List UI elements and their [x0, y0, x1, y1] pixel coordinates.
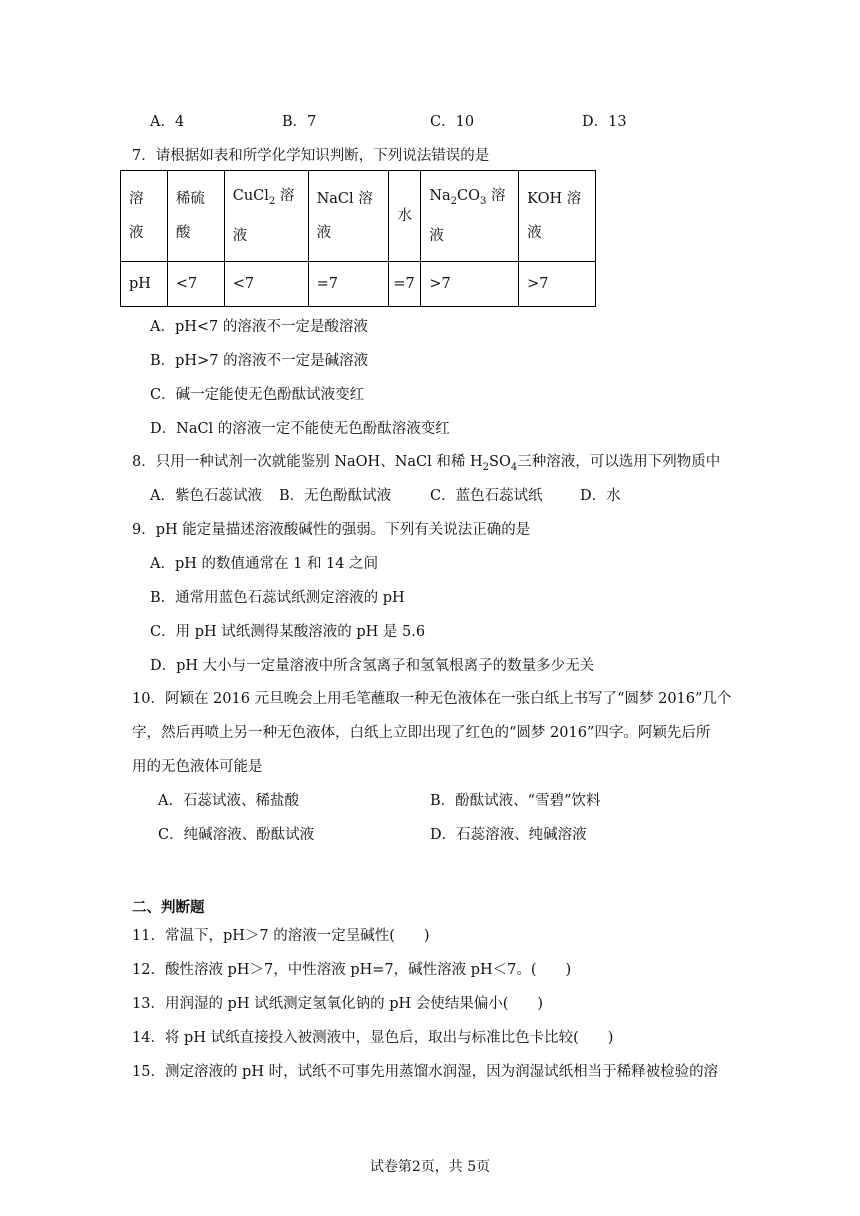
- q9-stem: 9．pH 能定量描述溶液酸碱性的强弱。下列有关说法正确的是: [132, 522, 531, 538]
- q10-option-a: A．石蕊试液、稀盐酸: [158, 793, 299, 809]
- q9-option-d: D．pH 大小与一定量溶液中所含氢离子和氢氧根离子的数量多少无关: [150, 658, 595, 674]
- judge-item: 12．酸性溶液 pH＞7，中性溶液 pH=7，碱性溶液 pH＜7。( ): [132, 962, 572, 978]
- q7-option-a: A．pH<7 的溶液不一定是酸溶液: [150, 319, 368, 335]
- ph-table-cell: >7: [421, 262, 519, 307]
- ph-table-header-cell: 溶 液: [121, 171, 168, 262]
- ph-table-header-cell: CuCl$_2$ 溶 液: [224, 171, 308, 262]
- ph-table-cell: <7: [167, 262, 224, 307]
- q7-stem: 7．请根据如表和所学化学知识判断，下列说法错误的是: [132, 148, 490, 164]
- ph-table-cell: =7: [389, 262, 421, 307]
- ph-table-header-row: [121, 171, 596, 262]
- q6-option-c: C．10: [430, 114, 475, 130]
- q8-stem: 8．只用一种试剂一次就能鉴别 NaOH、NaCl 和稀 $H_2SO_4$三种溶液，可以选用下列物质中: [132, 454, 721, 473]
- q9-option-c: C．用 pH 试纸测得某酸溶液的 pH 是 5.6: [150, 624, 426, 640]
- q10-stem-line: 10．阿颖在 2016 元旦晚会上用毛笔蘸取一种无色液体在一张白纸上书写了“圆梦 2016”几个: [132, 691, 732, 707]
- q10-option-b: B．酚酞试液、“雪碧”饮料: [430, 793, 601, 809]
- judge-item: 13．用润湿的 pH 试纸测定氢氧化钠的 pH 会使结果偏小( ): [132, 996, 544, 1012]
- ph-table-cell: =7: [308, 262, 389, 307]
- ph-table-header-cell: $Na_2CO_3$ 溶 液: [421, 171, 519, 262]
- q8-option-b: B．无色酚酞试液: [279, 488, 392, 504]
- ph-table-header-cell: KOH 溶 液: [519, 171, 596, 262]
- judge-item: 11．常温下，pH＞7 的溶液一定呈碱性( ): [132, 928, 430, 944]
- ph-table: [120, 170, 596, 307]
- ph-table-header-cell: NaCl 溶 液: [308, 171, 389, 262]
- q6-option-d: D．13: [582, 114, 627, 130]
- q7-option-d: D．NaCl 的溶液一定不能使无色酚酞溶液变红: [150, 421, 450, 437]
- ph-table-cell: >7: [519, 262, 596, 307]
- q10-stem-line: 用的无色液体可能是: [132, 759, 263, 775]
- page-footer: 试卷第2页，共 5页: [369, 1159, 491, 1175]
- q9-option-b: B．通常用蓝色石蕊试纸测定溶液的 pH: [150, 590, 405, 606]
- q7-option-c: C．碱一定能使无色酚酞试液变红: [150, 387, 365, 403]
- q8-option-c: C．蓝色石蕊试纸: [430, 488, 543, 504]
- q10-stem-line: 字，然后再喷上另一种无色液体，白纸上立即出现了红色的“圆梦 2016”四字。阿颖先后所: [132, 725, 711, 741]
- ph-table-header-cell: 水: [389, 171, 421, 262]
- ph-table-cell: <7: [224, 262, 308, 307]
- judge-item: 14．将 pH 试纸直接投入被测液中，显色后，取出与标准比色卡比较( ): [132, 1030, 614, 1046]
- q8-option-d: D．水: [580, 488, 621, 504]
- ph-table-value-row: [121, 262, 596, 307]
- q6-option-a: A．4: [150, 114, 185, 130]
- ph-table-header-cell: 稀硫 酸: [167, 171, 224, 262]
- judge-item: 15．测定溶液的 pH 时，试纸不可事先用蒸馏水润湿，因为润湿试纸相当于稀释被检验的溶: [132, 1064, 719, 1080]
- q10-option-d: D．石蕊溶液、纯碱溶液: [430, 827, 587, 843]
- q10-option-c: C．纯碱溶液、酚酞试液: [158, 827, 315, 843]
- q7-option-b: B．pH>7 的溶液不一定是碱溶液: [150, 353, 369, 369]
- q8-option-a: A．紫色石蕊试液: [150, 488, 262, 504]
- q6-option-b: B．7: [282, 114, 317, 130]
- q9-option-a: A．pH 的数值通常在 1 和 14 之间: [150, 556, 379, 572]
- section-title: 二、判断题: [132, 899, 205, 916]
- ph-table-cell: pH: [121, 262, 168, 307]
